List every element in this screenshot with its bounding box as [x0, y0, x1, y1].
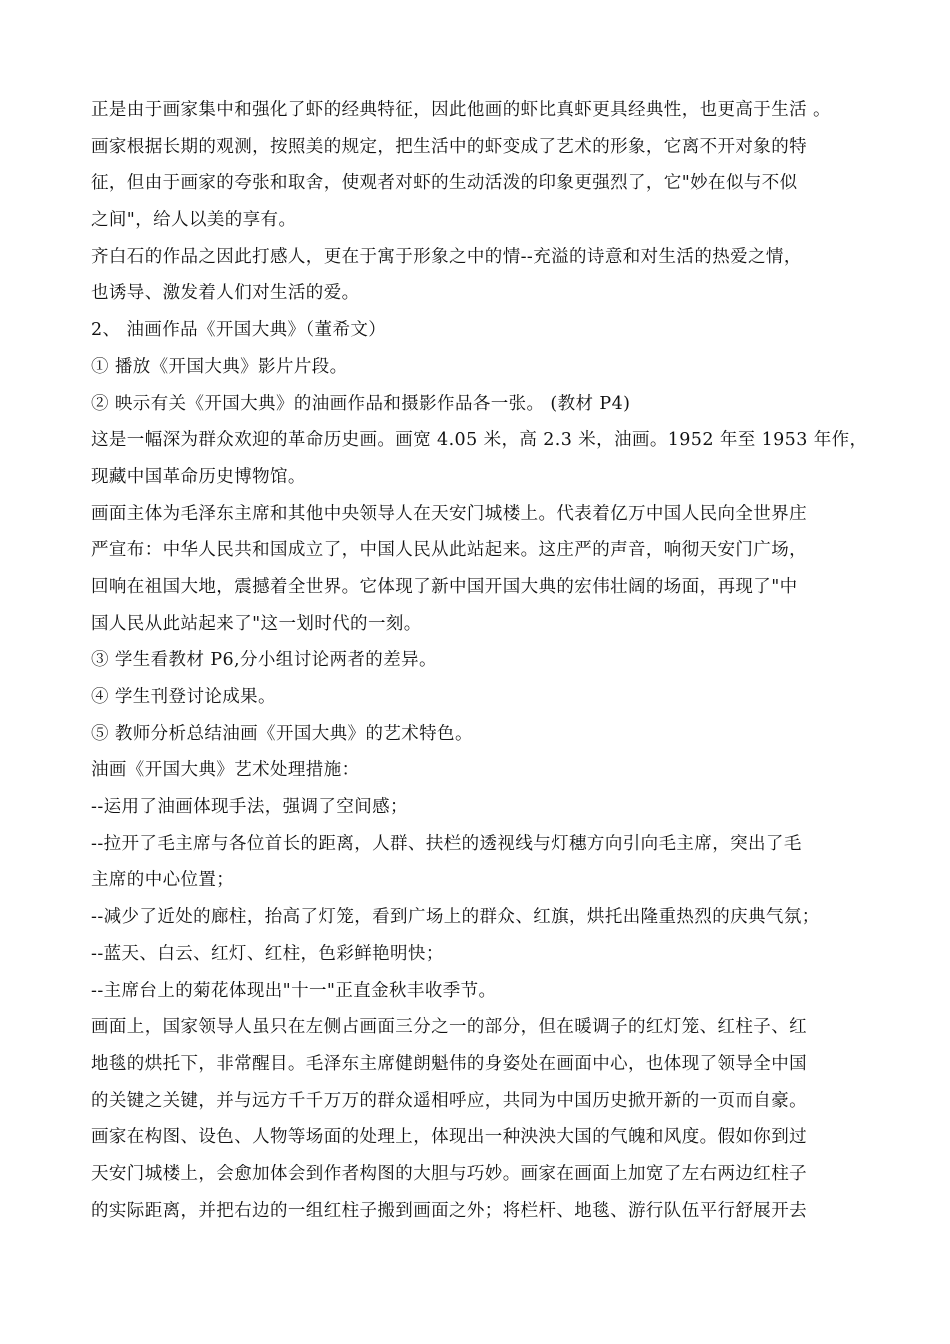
text-line: 画家在构图、设色、人物等场面的处理上，体现出一种泱泱大国的气魄和风度。假如你到过: [91, 1127, 807, 1148]
text-line: ② 映示有关《开国大典》的油画作品和摄影作品各一张。 (教材 P4): [91, 393, 631, 414]
text-line: 地毯的烘托下，非常醒目。毛泽东主席健朗魁伟的身姿处在画面中心，也体现了领导全中国: [91, 1053, 807, 1074]
text-line: 之间"，给人以美的享有。: [91, 210, 297, 231]
text-line: 主席的中心位置；: [91, 870, 235, 891]
text-line: 现藏中国革命历史博物馆。: [91, 466, 306, 487]
text-line: 画面上，国家领导人虽只在左侧占画面三分之一的部分，但在暖调子的红灯笼、红柱子、红: [91, 1017, 807, 1038]
text-line: 也诱导、激发着人们对生活的爱。: [91, 283, 360, 304]
text-line: ⑤ 教师分析总结油画《开国大典》的艺术特色。: [91, 723, 473, 744]
text-line: 画家根据长期的观测，按照美的规定，把生活中的虾变成了艺术的形象，它离不开对象的特: [91, 136, 807, 157]
text-line: --运用了油画体现手法，强调了空间感；: [91, 797, 408, 818]
text-line: 国人民从此站起来了"这一划时代的一刻。: [91, 613, 422, 634]
document-page: [91, 92, 881, 1229]
text-line: --拉开了毛主席与各位首长的距离，人群、扶栏的透视线与灯穗方向引向毛主席，突出了毛: [91, 833, 802, 854]
text-line: 齐白石的作品之因此打感人，更在于寓于形象之中的情--充溢的诗意和对生活的热爱之情，: [91, 246, 802, 267]
text-line: ③ 学生看教材 P6,分小组讨论两者的差异。: [91, 650, 437, 671]
text-line: 回响在祖国大地，震撼着全世界。它体现了新中国开国大典的宏伟壮阔的场面，再现了"中: [91, 576, 798, 597]
text-line: --主席台上的菊花体现出"十一"正直金秋丰收季节。: [91, 980, 497, 1001]
text-line: 天安门城楼上，会愈加体会到作者构图的大胆与巧妙。画家在画面上加宽了左右两边红柱子: [91, 1163, 807, 1184]
text-line: 的实际距离，并把右边的一组红柱子搬到画面之外；将栏杆、地毯、游行队伍平行舒展开去: [91, 1200, 807, 1221]
text-line: 严宣布：中华人民共和国成立了，中国人民从此站起来。这庄严的声音，响彻天安门广场，: [91, 540, 807, 561]
text-line: 2、 油画作品《开国大典》（董希文）: [91, 320, 387, 341]
text-line: 的关键之关键，并与远方千千万万的群众遥相呼应，共同为中国历史掀开新的一页而自豪。: [91, 1090, 807, 1111]
text-line: 画面主体为毛泽东主席和其他中央领导人在天安门城楼上。代表着亿万中国人民向全世界庄: [91, 503, 807, 524]
text-line: 油画《开国大典》艺术处理措施：: [91, 760, 360, 781]
text-line: ① 播放《开国大典》影片片段。: [91, 356, 348, 377]
text-line: 这是一幅深为群众欢迎的革命历史画。画宽 4.05 米，高 2.3 米，油画。1952 年至 1953 年作，: [91, 430, 868, 451]
text-line: --减少了近处的廊柱，抬高了灯笼，看到广场上的群众、红旗，烘托出隆重热烈的庆典气氛；: [91, 907, 820, 928]
text-line: --蓝天、白云、红灯、红柱，色彩鲜艳明快；: [91, 943, 444, 964]
text-line: ④ 学生刊登讨论成果。: [91, 687, 276, 707]
text-line: 征，但由于画家的夸张和取舍，使观者对虾的生动活泼的印象更强烈了，它"妙在似与不似: [91, 173, 798, 194]
text-line: 正是由于画家集中和强化了虾的经典特征，因此他画的虾比真虾更具经典性，也更高于生活 。: [91, 100, 831, 120]
